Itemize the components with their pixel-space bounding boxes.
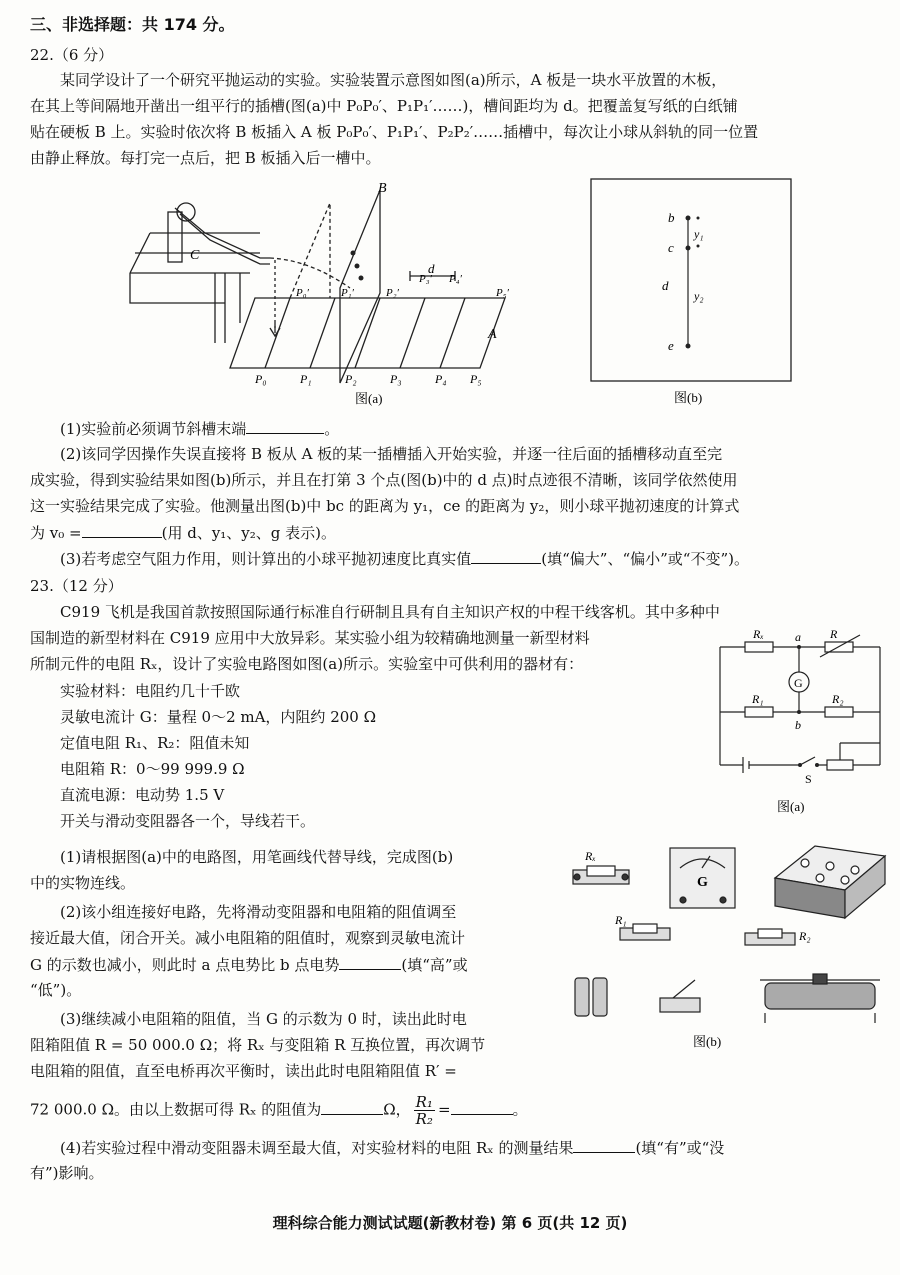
answer-blank[interactable] [82,521,162,538]
q22-part2-last: 为 v₀ = (用 d、y₁、y₂、g 表示)。 [30,521,336,544]
circuit-caption: 图(a) [777,799,805,814]
q22-intro-line: 贴在硬板 B 上。实验时依次将 B 板插入 A 板 P₀P₀′、P₁P₁′、P₂P₂′……插槽中，每次让小球从斜轨的同一位置 [30,123,759,141]
equipment-item: 电阻箱 R：0～99 999.9 Ω [60,760,245,778]
label-R1: R₁ [752,692,764,706]
q22-intro-line: 在其上等间隔地开凿出一组平行的插槽(图(a)中 P₀P₀′、P₁P₁′……)，槽间距均为 d。把覆盖复写纸的白纸铺 [30,97,738,115]
equipment-item: 实验材料：电阻约几十千欧 [60,682,241,700]
label-R2: R₂ [832,692,844,706]
q23-part3-last: 72 000.0 Ω。由以上数据可得 Rₓ 的阻值为 Ω， $\frac{\text{R₁}}{\text{R₂}}$ = 。 [30,1093,528,1128]
q22-part2-line: (2)该同学因操作失误直接将 B 板从 A 板的某一插槽插入开始实验，并逐一往后面的插槽移动直至完 [60,445,723,463]
bottom-label: P₂ [345,372,357,386]
answer-blank[interactable] [451,1098,513,1115]
label-y1: y₁ [694,227,704,241]
equipment-item: 定值电阻 R₁、R₂：阻值未知 [60,734,250,752]
top-label: P₅′ [496,287,509,299]
top-label: P₀′ [296,287,309,299]
answer-blank[interactable] [573,1136,635,1153]
bottom-label: P₄ [435,372,447,386]
label-G: G [794,676,803,690]
bottom-label: P₅ [470,372,482,386]
equipment-item: 灵敏电流计 G：量程 0～2 mA，内阻约 200 Ω [60,708,377,726]
q23-part3-line: (3)继续减小电阻箱的阻值，当 G 的示数为 0 时，读出此时电 [60,1010,467,1028]
label-b: b [795,718,801,732]
answer-blank[interactable] [339,953,401,970]
q23-part1-line: 中的实物连线。 [30,874,136,892]
label-d: d [428,261,435,276]
figure-b-caption: 图(b) [674,390,703,405]
equipment-item: 开关与滑动变阻器各一个，导线若干。 [60,812,316,830]
q22-part3: (3)若考虑空气阻力作用，则计算出的小球平抛初速度比真实值 (填“偏大”、“偏小”或“不变”)。 [60,547,749,570]
q23-part3-line: 电阻箱的阻值，直至电桥再次平衡时，读出此时电阻箱阻值 R′ = [30,1062,457,1080]
equipment-item: 直流电源：电动势 1.5 V [60,786,225,804]
q23-intro-line: C919 飞机是我国首款按照国际通行标准自行研制且具有自主知识产权的中程干线客机。其中多种中 [60,603,720,621]
label-C: C [190,248,200,263]
q23-header: 23.（12 分） [30,577,123,595]
q23-part2-line: “低”)。 [30,981,82,999]
q23-part3-line: 阻箱阻值 R = 50 000.0 Ω；将 Rₓ 与变阻箱 R 互换位置，再次调节 [30,1036,486,1054]
label-R1: R₁ [615,913,627,927]
figure-b-points [590,178,795,408]
top-label: P₂′ [386,287,399,299]
answer-blank[interactable] [471,547,541,564]
q22-header: 22.（6 分） [30,46,114,64]
point-label: e [668,338,674,353]
label-a: a [795,630,801,644]
label-Rx: Rₓ [585,849,596,863]
components-figure [565,838,890,1058]
label-R: R [830,627,838,641]
q23-intro-line: 国制造的新型材料在 C919 应用中大放异彩。某实验小组为较精确地测量一新型材料 [30,629,590,647]
q22-part2-line: 成实验，得到实验结果如图(b)所示，并且在打第 3 个点(图(b)中的 d 点)时点迹很不清晰，该同学依然使用 [30,471,738,489]
answer-blank[interactable] [321,1098,383,1115]
q23-intro-line: 所制元件的电阻 Rₓ，设计了实验电路图如图(a)所示。实验室中可供利用的器材有： [30,655,584,673]
label-S: S [805,772,812,786]
page-footer: 理科综合能力测试试题(新教材卷) 第 6 页(共 12 页) [272,1214,628,1232]
label-G: G [697,875,708,890]
circuit-diagram [715,625,890,820]
q23-part4: (4)若实验过程中滑动变阻器未调至最大值，对实验材料的电阻 Rₓ 的测量结果 (填“有”或“没 [60,1136,724,1159]
top-label: P₄′ [449,273,462,285]
label-B: B [378,181,387,196]
point-label: c [668,240,674,255]
q23-part2-line: 接近最大值，闭合开关。减小电阻箱的阻值时，观察到灵敏电流计 [30,929,466,947]
q23-part1-line: (1)请根据图(a)中的电路图，用笔画线代替导线，完成图(b) [60,848,454,866]
q23-part4-line: 有”)影响。 [30,1164,104,1182]
q22-intro-line: 由静止释放。每打完一点后，把 B 板插入后一槽中。 [30,149,381,167]
label-Rx: Rₓ [753,627,764,641]
label-y2: y₂ [694,289,704,303]
q22-part1: (1)实验前必须调节斜槽末端 。 [60,417,339,440]
bottom-label: P₃ [390,372,402,386]
figure-a-apparatus [110,178,520,408]
bottom-label: P₁ [300,372,312,386]
top-label: P₁′ [341,287,354,299]
label-d: d [662,278,669,293]
q22-part2-line: 这一实验结果完成了实验。他测量出图(b)中 bc 的距离为 y₁，ce 的距离为 y₂，则小球平抛初速度的计算式 [30,497,740,515]
answer-blank[interactable] [246,417,324,434]
section-title: 三、非选择题：共 174 分。 [30,15,235,34]
figure-a-caption: 图(a) [355,391,383,406]
q22-intro-line: 某同学设计了一个研究平抛运动的实验。实验装置示意图如图(a)所示，A 板是一块水平放置的木板， [60,71,727,89]
q23-part2-last: G 的示数也减小，则此时 a 点电势比 b 点电势 (填“高”或 [30,953,468,976]
point-label: b [668,210,675,225]
ratio-fraction: $\frac{\text{R₁}}{\text{R₂}}$ [415,1093,433,1128]
label-A: A [488,327,497,342]
label-R2: R₂ [799,929,811,943]
top-label: P₃′ [419,273,432,285]
q23-part2-line: (2)该小组连接好电路，先将滑动变阻器和电阻箱的阻值调至 [60,903,457,921]
bottom-label: P₀ [255,372,267,386]
photo-caption: 图(b) [693,1034,722,1049]
